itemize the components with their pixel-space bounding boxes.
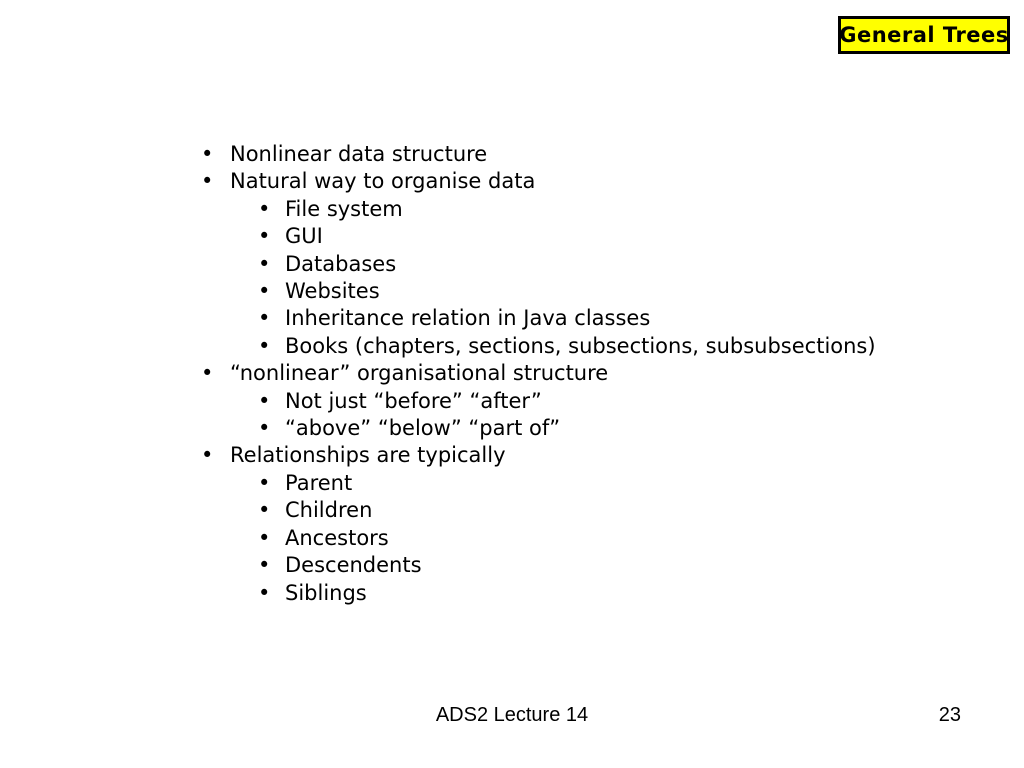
list-item	[200, 223, 960, 250]
list-item	[200, 278, 960, 305]
list-item-text: Ancestors	[285, 525, 389, 550]
list-item-text: Books (chapters, sections, subsections, subsubsections)	[285, 333, 876, 358]
list-item	[200, 497, 960, 524]
footer-lecture-label: ADS2 Lecture 14	[435, 704, 589, 726]
list-item-text: Websites	[285, 279, 380, 304]
bullet-icon: •	[258, 279, 271, 304]
list-item	[200, 333, 960, 360]
bullet-icon: •	[258, 553, 271, 578]
list-item	[200, 305, 960, 332]
bullet-icon: •	[258, 470, 271, 495]
list-item	[200, 525, 960, 552]
list-item-text: File system	[285, 196, 403, 221]
list-item-text: Parent	[285, 470, 353, 495]
list-item	[200, 415, 960, 442]
bullet-list	[200, 141, 960, 607]
bullet-icon: •	[258, 388, 271, 413]
bullet-icon: •	[258, 525, 271, 550]
bullet-icon: •	[258, 224, 271, 249]
list-item	[200, 168, 960, 195]
bullet-icon: •	[258, 306, 271, 331]
bullet-icon: •	[258, 416, 271, 441]
bullet-icon: •	[258, 580, 271, 605]
bullet-icon: •	[258, 251, 271, 276]
bullet-icon: •	[258, 333, 271, 358]
list-item	[200, 196, 960, 223]
list-item	[200, 388, 960, 415]
list-item-text: GUI	[285, 224, 323, 249]
bullet-icon: •	[201, 142, 214, 166]
list-item-text: Descendents	[285, 553, 422, 578]
footer	[0, 704, 1024, 728]
list-item-text: Children	[285, 498, 373, 523]
bullet-icon: •	[201, 361, 214, 386]
list-item-text: Inheritance relation in Java classes	[285, 306, 651, 331]
list-item-text: Databases	[285, 251, 397, 276]
list-item-text: Relationships are typically	[230, 443, 506, 468]
list-item-text: “nonlinear” organisational structure	[230, 361, 609, 386]
list-item	[200, 580, 960, 607]
list-item-text: “above” “below” “part of”	[285, 416, 561, 441]
list-item	[200, 442, 960, 469]
list-item-text: Nonlinear data structure	[230, 142, 488, 166]
bullet-icon: •	[258, 196, 271, 221]
bullet-icon: •	[201, 169, 214, 194]
list-item-text: Siblings	[285, 580, 367, 605]
bullet-icon: •	[258, 498, 271, 523]
slide-title: General Trees	[839, 23, 1009, 47]
list-item	[200, 552, 960, 579]
footer-page-number: 23	[938, 704, 961, 726]
list-item	[200, 141, 960, 168]
list-item	[200, 360, 960, 387]
list-item	[200, 470, 960, 497]
list-item-text: Natural way to organise data	[230, 169, 536, 194]
bullet-icon: •	[201, 443, 214, 468]
list-item	[200, 251, 960, 278]
list-item-text: Not just “before” “after”	[285, 388, 542, 413]
slide-title-badge	[838, 16, 1010, 54]
